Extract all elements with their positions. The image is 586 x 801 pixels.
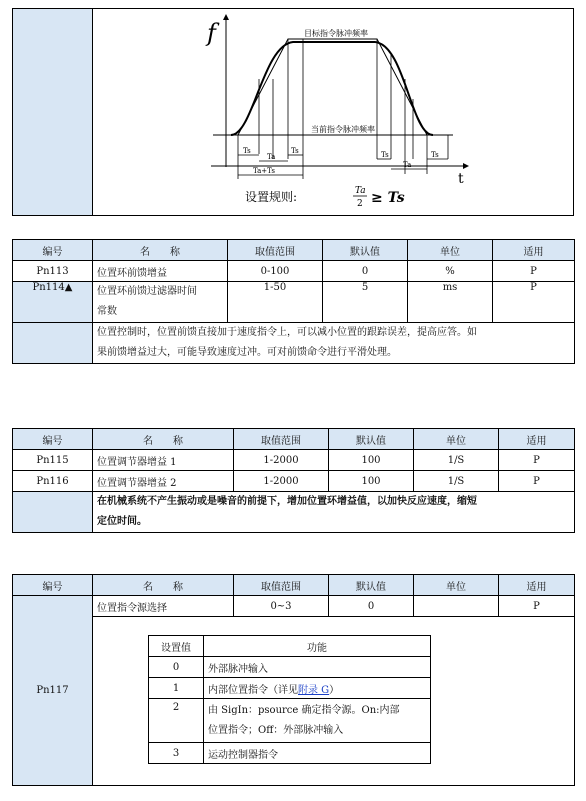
- option-function: 运动控制器指令: [204, 743, 431, 764]
- options-row: [13, 617, 575, 786]
- default-cell: 5: [323, 282, 408, 323]
- range-cell: 1-50: [228, 282, 323, 323]
- description-left: [13, 323, 93, 364]
- default-cell: 0: [329, 596, 414, 617]
- rule-numerator: Ta: [355, 186, 366, 196]
- col-default: 默认值: [323, 240, 408, 261]
- ta-label-2: Ta: [403, 161, 412, 169]
- default-cell: 0: [323, 261, 408, 282]
- col-unit: 单位: [414, 429, 499, 450]
- name-cell: 位置调节器增益 2: [93, 471, 234, 492]
- option-row: [149, 699, 431, 743]
- option-value: 3: [149, 743, 204, 764]
- option-value: 0: [149, 657, 204, 678]
- code-cell: Pn117: [13, 596, 93, 786]
- code-cell: Pn114▲: [13, 282, 93, 323]
- col-unit: 单位: [414, 575, 499, 596]
- param-table-pn115: [12, 428, 575, 533]
- setting-value-header: 设置值: [149, 636, 204, 657]
- diagram-left-cell: [13, 9, 93, 215]
- col-unit: 单位: [408, 240, 493, 261]
- option-function: [204, 678, 431, 699]
- col-range: 取值范围: [234, 575, 329, 596]
- unit-cell: 1/S: [414, 471, 499, 492]
- col-code: 编号: [13, 240, 93, 261]
- ts-label-3: Ts: [381, 151, 389, 159]
- option-row: [149, 657, 431, 678]
- function-header: 功能: [204, 636, 431, 657]
- param-table-pn113: [12, 239, 575, 364]
- unit-cell: ms: [408, 282, 493, 323]
- table-header: [13, 240, 575, 261]
- table-header: [13, 429, 575, 450]
- col-range: 取值范围: [234, 429, 329, 450]
- option-text: 内部位置指令（详见: [208, 684, 298, 696]
- description-line-2: 果前馈增益过大，可能导致速度过冲。可对前馈命令进行平滑处理。: [97, 347, 397, 358]
- col-default: 默认值: [329, 575, 414, 596]
- unit-cell: %: [408, 261, 493, 282]
- name-line-1: 位置环前馈过滤器时间: [97, 286, 197, 297]
- ts-label-2: Ts: [291, 147, 299, 155]
- diagram-box: [12, 8, 574, 216]
- col-default: 默认值: [329, 429, 414, 450]
- range-cell: 1-2000: [234, 450, 329, 471]
- option-value: 2: [149, 699, 204, 743]
- option-line-2: 位置指令；Off：外部脉冲输入: [208, 724, 344, 736]
- rule-rhs: ≥ Ts: [371, 190, 405, 206]
- target-trapezoid: [238, 39, 427, 135]
- name-line-2: 常数: [97, 306, 117, 317]
- table-row: [13, 450, 575, 471]
- code-cell: Pn115: [13, 450, 93, 471]
- name-cell: [93, 282, 228, 323]
- option-text-end: ）: [329, 684, 340, 696]
- description-row: [13, 323, 575, 364]
- col-name: 名 称: [93, 429, 234, 450]
- description-line-1: 在机械系统不产生振动或是噪音的前提下，增加位置环增益值，以加快反应速度，缩短: [97, 496, 477, 507]
- options-table: [148, 635, 431, 764]
- table-row: [13, 596, 575, 617]
- range-cell: 0-100: [228, 261, 323, 282]
- default-cell: 100: [329, 471, 414, 492]
- description-line-2: 定位时间。: [97, 516, 147, 527]
- code-cell: Pn116: [13, 471, 93, 492]
- range-cell: 1-2000: [234, 471, 329, 492]
- options-header: [149, 636, 431, 657]
- current-freq-label: 当前指令脉冲频率: [311, 125, 375, 134]
- tats-label: Ta+Ts: [253, 167, 275, 175]
- ts-label-1: Ts: [243, 147, 251, 155]
- table-row: [13, 471, 575, 492]
- col-code: 编号: [13, 429, 93, 450]
- table-row: [13, 282, 575, 323]
- unit-cell: [414, 596, 499, 617]
- col-apply: 适用: [499, 429, 575, 450]
- option-row: [149, 678, 431, 699]
- col-apply: 适用: [499, 575, 575, 596]
- ta-label-1: Ta: [267, 153, 276, 161]
- description-text: [93, 323, 575, 364]
- unit-cell: 1/S: [414, 450, 499, 471]
- param-table-pn117: [12, 574, 575, 786]
- description-text: [93, 492, 575, 533]
- option-function: [204, 699, 431, 743]
- trapezoid-diagram: [93, 9, 573, 215]
- name-cell: 位置环前馈增益: [93, 261, 228, 282]
- col-apply: 适用: [493, 240, 575, 261]
- code-cell: Pn113: [13, 261, 93, 282]
- description-line-1: 位置控制时，位置前馈直接加于速度指令上，可以减小位置的跟踪误差，提高应答。如: [97, 327, 477, 338]
- col-range: 取值范围: [228, 240, 323, 261]
- options-cell: [93, 617, 575, 786]
- option-value: 1: [149, 678, 204, 699]
- range-cell: 0~3: [234, 596, 329, 617]
- target-freq-label: 目标指令脉冲频率: [304, 29, 368, 38]
- apply-cell: P: [493, 282, 575, 323]
- col-code: 编号: [13, 575, 93, 596]
- f-axis-label: f: [207, 19, 216, 47]
- ts-label-4: Ts: [431, 151, 439, 159]
- apply-cell: P: [499, 596, 575, 617]
- col-name: 名 称: [93, 240, 228, 261]
- t-axis-label: t: [458, 171, 464, 187]
- rule-label: 设置规则:: [245, 190, 298, 204]
- description-left: [13, 492, 93, 533]
- appendix-g-link[interactable]: 附录 G: [298, 684, 330, 696]
- table-row: [13, 261, 575, 282]
- default-cell: 100: [329, 450, 414, 471]
- option-function: 外部脉冲输入: [204, 657, 431, 678]
- table-header: [13, 575, 575, 596]
- option-line-1: 由 SigIn：psource 确定指令源。On:内部: [208, 704, 400, 716]
- apply-cell: P: [493, 261, 575, 282]
- apply-cell: P: [499, 471, 575, 492]
- description-row: [13, 492, 575, 533]
- rule-denominator: 2: [357, 199, 363, 209]
- option-row: [149, 743, 431, 764]
- col-name: 名 称: [93, 575, 234, 596]
- apply-cell: P: [499, 450, 575, 471]
- name-cell: 位置指令源选择: [93, 596, 234, 617]
- name-cell: 位置调节器增益 1: [93, 450, 234, 471]
